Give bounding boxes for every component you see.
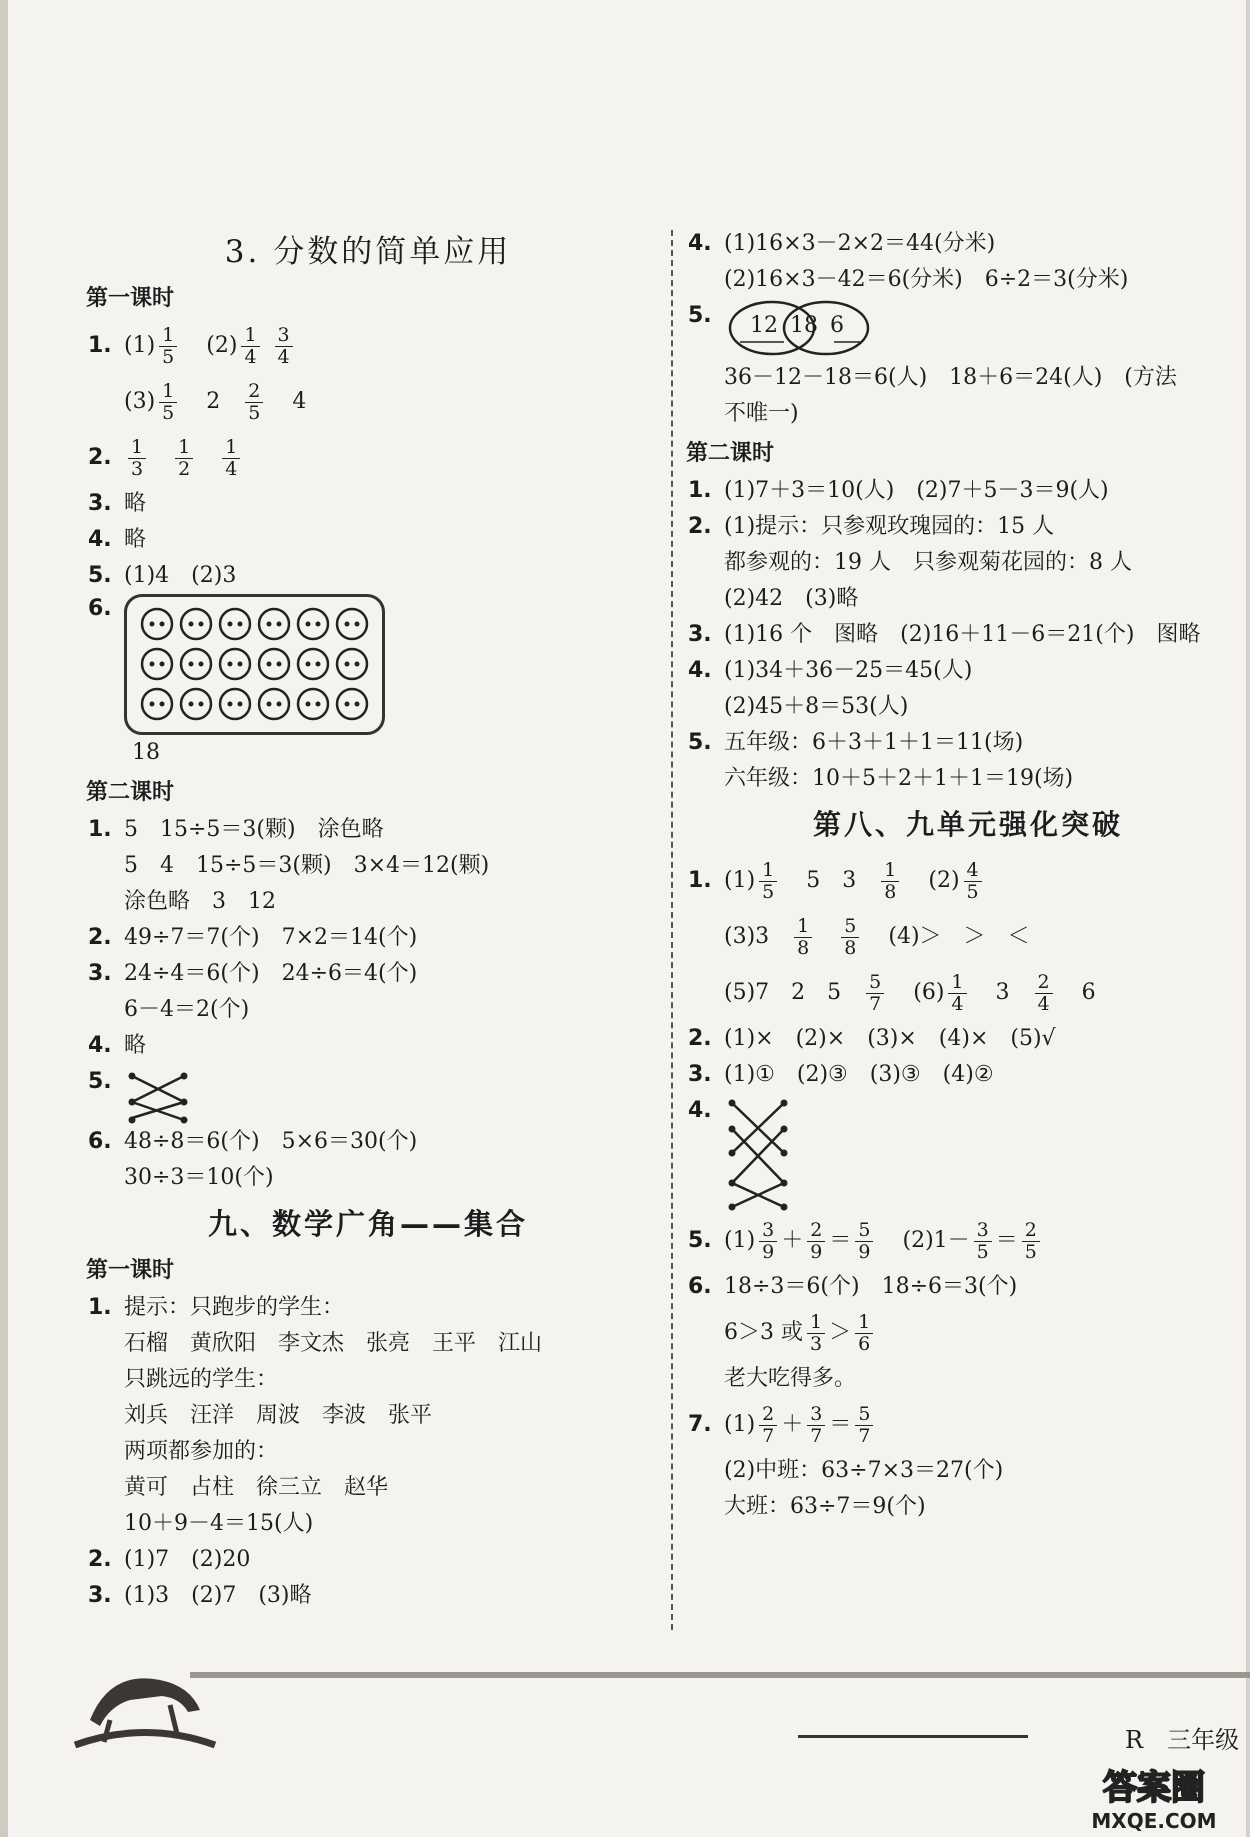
column-divider [671, 230, 673, 1630]
fraction: $\frac{2}{4}$ [1035, 972, 1053, 1015]
answer-1: 1. 提示：只跑步的学生： [88, 1295, 345, 1320]
footer-rule [190, 1672, 1250, 1678]
fraction: $\frac{1}{6}$ [855, 1312, 873, 1355]
fraction: $\frac{1}{4}$ [948, 972, 966, 1015]
answer-2: 2. $\frac{1}{3}$ $\frac{1}{2}$ $\frac{1}{4}$ [88, 430, 648, 486]
answer-line: 涂色略 3 12 [124, 889, 276, 914]
answer-line: 石榴 黄欣阳 李文杰 张亮 王平 江山 [124, 1331, 543, 1356]
answer-line: (2)中班：63÷7×3＝27(个) [724, 1458, 1004, 1483]
answer-line: 10＋9－4＝15(人) [124, 1511, 314, 1536]
rocking-horse-icon [70, 1650, 220, 1760]
answer-3: 3. (1)3 (2)7 (3)略 [88, 1583, 312, 1608]
answer-line: 刘兵 汪洋 周波 李波 张平 [124, 1403, 433, 1428]
fraction: $\frac{1}{5}$ [159, 325, 177, 368]
grade-label: R 三年级 [1125, 1726, 1240, 1754]
answer-1: 1. 5 15÷5＝3(颗) 涂色略 [88, 817, 384, 842]
footer-line [798, 1735, 1028, 1738]
fraction: $\frac{1}{5}$ [759, 860, 777, 903]
fraction: $\frac{5}{9}$ [855, 1220, 873, 1263]
fraction: $\frac{4}{5}$ [964, 860, 982, 903]
fraction: $\frac{1}{3}$ [128, 437, 146, 480]
fraction: $\frac{2}{7}$ [759, 1404, 777, 1447]
venn-value-left: 12 [750, 313, 778, 338]
fraction: $\frac{3}{9}$ [759, 1220, 777, 1263]
answer-line: 6＞3 或 $\frac{1}{3}$ ＞ $\frac{1}{6}$ [688, 1305, 1248, 1361]
answer-5: 5. [88, 1064, 648, 1124]
section-title: 第八、九单元强化突破 [812, 808, 1123, 841]
answer-6: 6. 18÷3＝6(个) 18÷6＝3(个) [688, 1274, 1018, 1299]
answer-4: 4. 略 [88, 527, 147, 552]
fraction: $\frac{1}{3}$ [807, 1312, 825, 1355]
lesson-heading: 第一课时 [86, 1258, 175, 1283]
answer-4: 4. (1)16×3－2×2＝44(分米) [688, 231, 996, 256]
fraction: $\frac{1}{8}$ [794, 916, 812, 959]
fraction: $\frac{1}{8}$ [881, 860, 899, 903]
answer-line: (2)42 (3)略 [724, 586, 859, 611]
watermark-logo: 答案圈 MXQE.COM [1091, 1768, 1217, 1833]
answer-4: 4. (1)34＋36－25＝45(人) [688, 658, 973, 683]
answer-3: 3. (1)16 个 图略 (2)16＋11－6＝21(个) 图略 [688, 622, 1201, 647]
answer-1: 1. (1) $\frac{1}{5}$ (2) $\frac{1}{4}$ $\frac{3}{4}$ [88, 318, 648, 374]
answer-line: (5)7 2 5 $\frac{5}{7}$ (6) $\frac{1}{4}$ 3 $\frac{2}{4}$ 6 [724, 970, 1096, 1015]
answer-line: 黄可 占柱 徐三立 赵华 [124, 1475, 389, 1500]
answer-5: 5. 五年级：6＋3＋1＋1＝11(场) [688, 730, 1024, 755]
fraction: $\frac{5}{7}$ [866, 972, 884, 1015]
answer-line: 30÷3＝10(个) [124, 1165, 274, 1190]
answer-line: (3)3 $\frac{1}{8}$ $\frac{5}{8}$ (4)＞ ＞ ＜ [724, 914, 1030, 959]
buttons-figure [124, 594, 385, 735]
answer-2: 2. (1)7 (2)20 [88, 1547, 251, 1572]
lesson-heading: 第二课时 [686, 441, 775, 466]
fraction: $\frac{2}{9}$ [807, 1220, 825, 1263]
answer-line: (2)45＋8＝53(人) [724, 694, 909, 719]
answer-line: 六年级：10＋5＋2＋1＋1＝19(场) [724, 766, 1074, 791]
matching-figure [124, 1068, 194, 1128]
answer-1: 1. (1) $\frac{1}{5}$ 5 3 $\frac{1}{8}$ (2) $\frac{4}{5}$ [688, 853, 1248, 909]
answer-2: 2. (1)× (2)× (3)× (4)× (5)√ [688, 1026, 1056, 1051]
answer-3: 3. 略 [88, 491, 147, 516]
answer-2: 2. 49÷7＝7(个) 7×2＝14(个) [88, 925, 418, 950]
answer-5: 5. (1) $\frac{3}{9}$ ＋ $\frac{2}{9}$ ＝ $\frac{5}{9}$ (2)1－ $\frac{3}{5}$ ＝ $\frac{2}{5}$ [688, 1213, 1248, 1269]
fraction: $\frac{2}{5}$ [245, 381, 263, 424]
answer-7: 7. (1) $\frac{2}{7}$ ＋ $\frac{3}{7}$ ＝ $\frac{5}{7}$ [688, 1397, 1248, 1453]
answer-line: 大班：63÷7＝9(个) [724, 1494, 926, 1519]
fraction: $\frac{5}{8}$ [841, 916, 859, 959]
answer-3: 3. 24÷4＝6(个) 24÷6＝4(个) [88, 961, 418, 986]
lesson-heading: 第二课时 [86, 780, 175, 805]
answer-line: (2)16×3－42＝6(分米) 6÷2＝3(分米) [724, 267, 1129, 292]
fraction: $\frac{3}{5}$ [974, 1220, 992, 1263]
answer-1: 1. (1)7＋3＝10(人) (2)7＋5－3＝9(人) [688, 478, 1109, 503]
right-column [688, 226, 1248, 1525]
answer-line: 只跳远的学生： [124, 1367, 279, 1392]
venn-value-right: 6 [830, 313, 844, 338]
section-title: 3. 分数的简单应用 [224, 234, 512, 270]
fraction: $\frac{1}{2}$ [175, 437, 193, 480]
answer-4: 4. 略 [88, 1033, 147, 1058]
answer-line: 两项都参加的： [124, 1439, 279, 1464]
answer-line: 都参观的：19 人 只参观菊花园的：8 人 [724, 550, 1132, 575]
answer-3: 3. (1)① (2)③ (3)③ (4)② [688, 1062, 994, 1087]
answer-6: 6. [88, 594, 648, 735]
page-edge-left [0, 0, 8, 1837]
fraction: $\frac{2}{5}$ [1022, 1220, 1040, 1263]
answer-6: 6. 48÷8＝6(个) 5×6＝30(个) [88, 1129, 418, 1154]
answer-6-value: 18 [132, 740, 160, 765]
answer-line: 5 4 15÷5＝3(颗) 3×4＝12(颗) [124, 853, 490, 878]
fraction: $\frac{3}{7}$ [807, 1404, 825, 1447]
fraction: $\frac{3}{4}$ [275, 325, 293, 368]
fraction: $\frac{1}{4}$ [222, 437, 240, 480]
answer-5: 5. (1)4 (2)3 [88, 563, 237, 588]
answer-4: 4. [688, 1093, 1248, 1213]
section-title: 九、数学广角——集合 [207, 1207, 528, 1241]
fraction: $\frac{1}{4}$ [241, 325, 259, 368]
lesson-heading: 第一课时 [86, 286, 175, 311]
matching-figure [724, 1095, 794, 1213]
answer-line: 6－4＝2(个) [124, 997, 250, 1022]
answer-1-3: (3) $\frac{1}{5}$ 2 $\frac{2}{5}$ 4 [124, 379, 307, 424]
left-column [88, 220, 648, 1614]
fraction: $\frac{5}{7}$ [855, 1404, 873, 1447]
answer-line: 老大吃得多。 [724, 1366, 857, 1391]
answer-5: 5. 12 18 6 [688, 298, 1248, 360]
fraction: $\frac{1}{5}$ [159, 381, 177, 424]
answer-2: 2. (1)提示：只参观玫瑰园的：15 人 [688, 514, 1055, 539]
answer-line: 不唯一) [724, 401, 799, 426]
venn-value-middle: 18 [790, 313, 818, 338]
answer-line: 36－12－18＝6(人) 18＋6＝24(人) (方法 [724, 365, 1177, 390]
